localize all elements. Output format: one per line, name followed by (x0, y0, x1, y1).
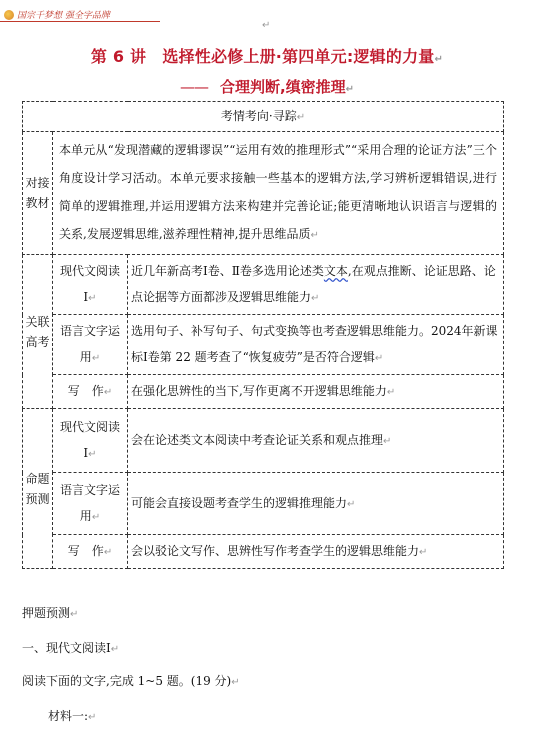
content-cell: 会在论述类文本阅读中考查论证关系和观点推理↵ (128, 409, 504, 473)
table-heading: 考情考向·寻踪↵ (23, 102, 504, 132)
table-row (23, 315, 504, 375)
table-row (23, 102, 504, 132)
page-subtitle (0, 76, 534, 97)
section-title: 押题预测↵ (22, 606, 79, 620)
logo-icon (4, 10, 14, 20)
subcategory-cell: 语言文字运用↵ (53, 315, 128, 375)
title-line2: 合理判断,缜密推理 (219, 78, 346, 96)
content-cell: 在强化思辨性的当下,写作更离不开逻辑思维能力↵ (128, 375, 504, 409)
material-label: 材料一:↵ (48, 709, 97, 723)
content-cell: 选用句子、补写句子、句式变换等也考查逻辑思维能力。2024年新课标Ⅰ卷第 22 题考查了“恢复疲劳”是否符合逻辑↵ (128, 315, 504, 375)
table-row (23, 473, 504, 535)
table-row (23, 375, 504, 409)
page-title (0, 44, 534, 67)
table-row (23, 132, 504, 255)
part-heading: 一、现代文阅读Ⅰ↵ (22, 641, 120, 655)
subcategory-cell: 语言文字运用↵ (53, 473, 128, 535)
table-row (23, 409, 504, 473)
content-cell: 可能会直接设题考查学生的逻辑推理能力↵ (128, 473, 504, 535)
category-cell: 命题预测 (23, 409, 53, 569)
subcategory-cell: 写 作↵ (53, 375, 128, 409)
content-cell: 本单元从“发现潜藏的逻辑谬误”“运用有效的推理形式”“采用合理的论证方法”三个角度设计学习活动。本单元要求接触一些基本的逻辑方法,学习辨析逻辑错误,进行简单的逻辑推理,并运用逻辑方法来构建并完善论证;能更清晰地认识语言与逻辑的关系,发展逻辑思维,滋养理性精神,提升思维品质↵ (53, 132, 504, 255)
title-line1: 第 6 讲 选择性必修上册·第四单元:逻辑的力量 (90, 47, 435, 66)
category-cell: 对接教材 (23, 132, 53, 255)
table-row (23, 255, 504, 315)
instruction-text: 阅读下面的文字,完成 1~5 题。(19 分)↵ (22, 674, 240, 688)
wavy-underlined-text: 文本 (323, 263, 348, 278)
category-cell: 关联高考 (23, 255, 53, 409)
header-logo (4, 8, 110, 21)
exam-info-table (22, 101, 504, 569)
header-divider (0, 21, 160, 22)
header-return-mark: ↵ (262, 20, 271, 31)
return-mark: ↵ (345, 84, 355, 95)
content-cell: 近几年新高考Ⅰ卷、Ⅱ卷多选用论述类文本,在观点推断、论证思路、论点论据等方面都涉及逻辑思维能力↵ (128, 255, 504, 315)
table-row (23, 535, 504, 569)
content-cell: 会以驳论文写作、思辨性写作考查学生的逻辑思维能力↵ (128, 535, 504, 569)
title-dash: —— (179, 78, 208, 96)
subcategory-cell: 现代文阅读Ⅰ↵ (53, 409, 128, 473)
return-mark: ↵ (434, 54, 444, 65)
subcategory-cell: 写 作↵ (53, 535, 128, 569)
subcategory-cell: 现代文阅读Ⅰ↵ (53, 255, 128, 315)
logo-text: 国宗千梦想 强全字品牌 (17, 11, 110, 21)
